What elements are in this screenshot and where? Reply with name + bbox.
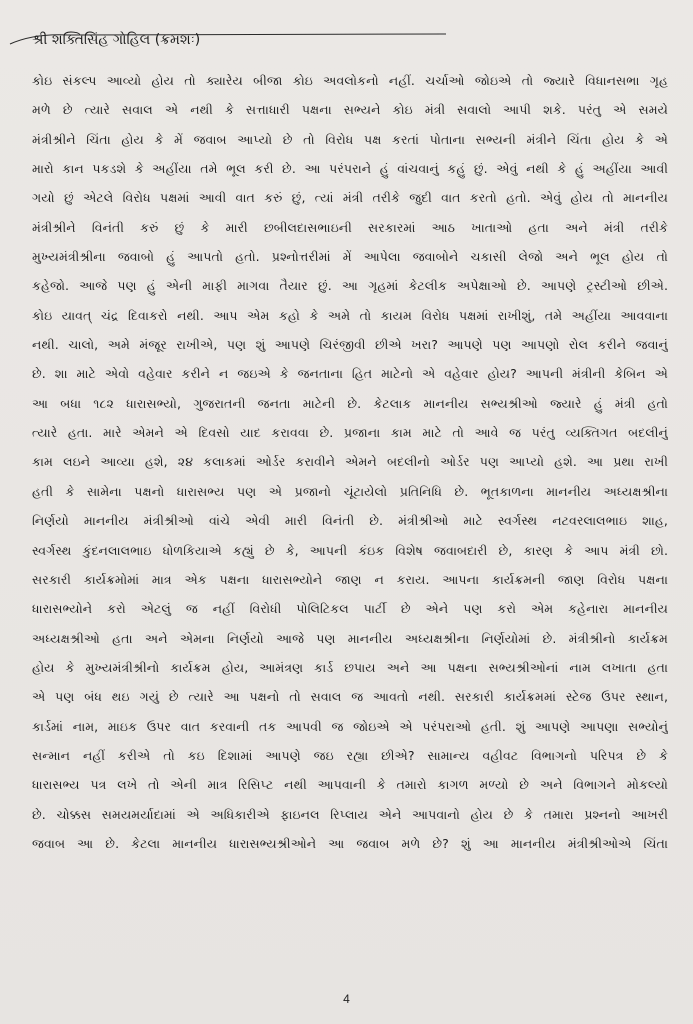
text-line: જવાબ આ છે. કેટલા માનનીય ધારાસભ્યશ્રીઓને આ જવાબ મળે છે? શું આ માનનીય મંત્રીશ્રીઓએ ચિંતા [32,835,668,851]
text-line: ધારાસભ્ય પત્ર લખે તો એની માત્ર રિસિપ્ટ નથી આપવાની કે તમારો કાગળ મળ્યો છે અને વિભાગને મોકલ્યો [32,777,668,793]
text-line: ધારાસભ્યોને કરો એટલું જ નહીં વિરોધી પોલિટિકલ પાર્ટી છે એને પણ કરો એમ કહેનારા માનનીય [32,601,668,617]
text-line: મંત્રીશ્રીને ચિંતા હોય કે મેં જવાબ આપ્યો છે તો વિરોધ પક્ષ કરતાં પોતાના સભ્યની મંત્રીને ચિંતા હોય કે એ [32,131,668,147]
text-line: મુખ્યમંત્રીશ્રીના જવાબો હું આપતો હતો. પ્રશ્નોત્તરીમાં મેં આપેલા જવાબોને ચકાસી લેજો અને ભૂલ હોય તો [32,249,668,265]
speech-body [32,66,668,858]
text-line: કહેજો. આજે પણ હું એની માફી માગવા તૈયાર છું. આ ગૃહમાં કેટલીક અપેક્ષાઓ છે. આપણે ટ્રસ્ટીઓ છીએ. [32,278,668,294]
page-number: 4 [343,992,350,1006]
text-line: આ બધા ૧૮૨ ધારાસભ્યો, ગુજરાતની જનતા માટેની છે. કેટલાક માનનીય સભ્યશ્રીઓ જ્યારે હું મંત્રી હતો [32,395,668,411]
text-line: હતી કે સામેના પક્ષનો ધારાસભ્ય પણ એ પ્રજાનો ચૂંટાયેલો પ્રતિનિધિ છે. ભૂતકાળના માનનીય અધ્યક્ષશ્રીના [32,483,668,499]
text-line: હોય કે મુખ્યમંત્રીશ્રીનો કાર્યક્રમ હોય, આમંત્રણ કાર્ડ છપાય અને આ પક્ષના સભ્યશ્રીઓનાં નામ લખાતા હતા [32,659,668,675]
text-line: સરકારી કાર્યક્રમોમાં માત્ર એક પક્ષના ધારાસભ્યોને જાણ ન કરાય. આપના કાર્યક્રમની જાણ વિરોધ પક્ષના [32,571,668,587]
text-line: કામ લઇને આવ્યા હશે, ૨૪ કલાકમાં ઓર્ડર કરાવીને એમને બદલીનો ઓર્ડર પણ આપ્યો હશે. આ પ્રથા રાખી [32,454,668,470]
text-line: મળે છે ત્યારે સવાલ એ નથી કે સત્તાધારી પક્ષના સભ્યને કોઇ મંત્રી સવાલો આપી શકે. પરંતુ એ સમયે [32,102,668,118]
text-line: સ્વર્ગસ્થ કુંદનલાલભાઇ ધોળકિયાએ કહ્યું છે કે, આપની કંઇક વિશેષ જવાબદારી છે, કારણ કે આપ મંત્રી છો. [32,542,668,558]
text-line: મંત્રીશ્રીને વિનંતી કરું છું કે મારી છબીલદાસભાઇની સરકારમાં આઠ ખાતાઓ હતા અને મંત્રી તરીકે [32,219,668,235]
text-line: નિર્ણયો માનનીય મંત્રીશ્રીઓ વાંચે એવી મારી વિનંતી છે. મંત્રીશ્રીઓ માટે સ્વર્ગસ્થ નટવરલાલભાઇ શાહ, [32,513,668,529]
text-line: કાર્ડમાં નામ, માઇક ઉપર વાત કરવાની તક આપવી જ જોઇએ એ પરંપરાઓ હતી. શું આપણે આપણા સભ્યોનું [32,718,668,734]
text-line: અધ્યક્ષશ્રીઓ હતા અને એમના નિર્ણયો આજે પણ માનનીય અધ્યક્ષશ્રીના નિર્ણયોમાં છે. મંત્રીશ્રીનો કાર્યક્રમ [32,630,668,646]
text-line: સન્માન નહીં કરીએ તો કઇ દિશામાં આપણે જઇ રહ્યા છીએ? સામાન્ય વહીવટ વિભાગનો પરિપત્ર છે કે [32,747,668,763]
text-line: કોઇ સંકલ્પ આવ્યો હોય તો ક્યારેય બીજા કોઇ અવલોકનો નહીં. ચર્ચાઓ જોઇએ તો જ્યારે વિધાનસભા ગૃહ [32,73,668,88]
text-line: ત્યારે હતા. મારે એમને એ દિવસો યાદ કરાવવા છે. પ્રજાના કામ માટે તો આવે જ પરંતુ વ્યક્તિગત બદલીનું [32,425,668,441]
text-line: એ પણ બંધ થઇ ગયું છે ત્યારે આ પક્ષનો તો સવાલ જ આવતો નથી. સરકારી કાર્યક્રમમાં સ્ટેજ ઉપર સ્થાન, [32,689,668,705]
text-line: નથી. ચાલો, અમે મંજૂર રાખીએ, પણ શું આપણે ચિરંજીવી છીએ ખરા? આપણે પણ આપણો રોલ કરીને જવાનું [32,337,668,353]
text-line: ગયો છું એટલે વિરોધ પક્ષમાં આવી વાત કરું છું, ત્યાં મંત્રી તરીકે જુદી વાત કરતો હતો. એવું હોય તો માનનીય [32,190,668,206]
speaker-heading: શ્રી શક્તિસિંહ ગોહિલ (ક્રમશઃ) [32,32,201,48]
text-line: કોઇ યાવત્ ચંદ્ર દિવાકરો નથી. આપ એમ કહો કે અમે તો કાયમ વિરોધ પક્ષમાં રાખીશું, તમે અહીંયા આવવાના [32,307,668,323]
text-line: મારો કાન પકડશે કે અહીંયા તમે ભૂલ કરી છે. આ પરંપરાને હું વાંચવાનું કહું છું. એવું નથી કે હું અહીંયા આવી [32,161,668,177]
text-line: છે. ચોક્કસ સમયમર્યાદામાં એ અધિકારીએ ફાઇનલ રિપ્લાય એને આપવાનો હોય છે કે તમારા પ્રશ્નનો આખરી [32,806,668,822]
text-line: છે. શા માટે એવો વહેવાર કરીને ન જઇએ કે જનતાના હિત માટેનો એ વહેવાર હોય? આપની મંત્રીની કેબિન એ [32,366,668,382]
